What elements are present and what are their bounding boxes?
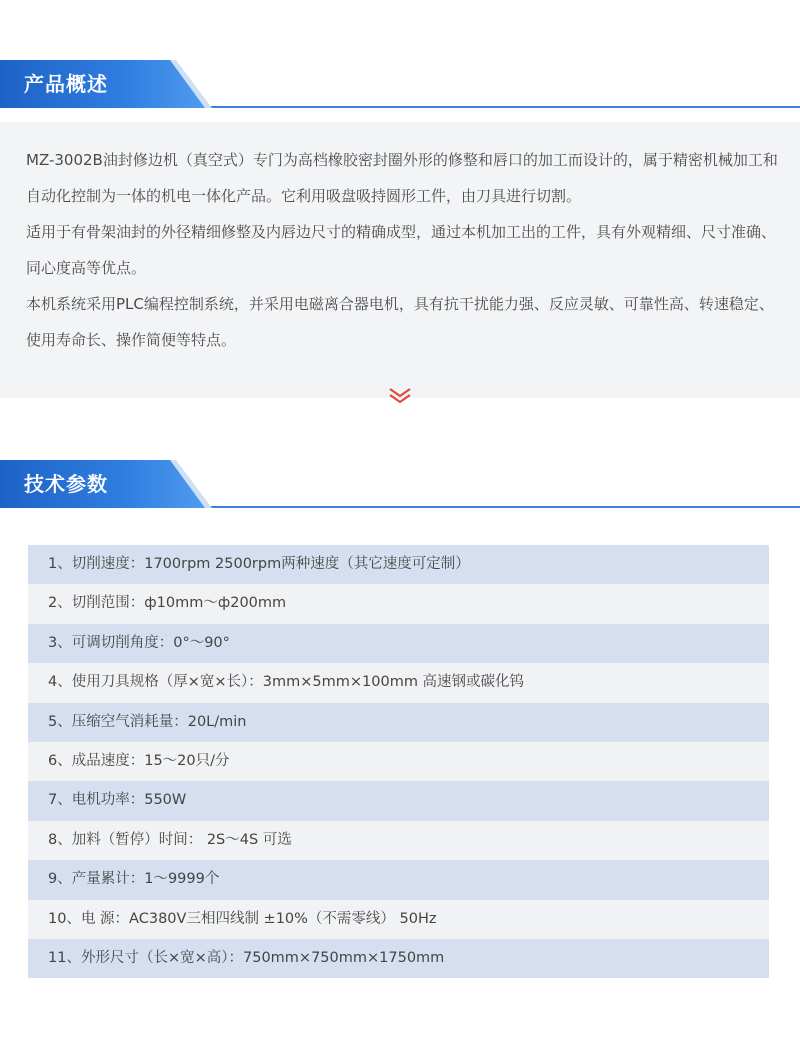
param-row: 11、外形尺寸（长×宽×高）：750mm×750mm×1750mm bbox=[28, 939, 769, 978]
overview-paragraph-2: 适用于有骨架油封的外径精细修整及内唇边尺寸的精确成型，通过本机加工出的工件，具有外观精细、尺寸准确、同心度高等优点。 bbox=[26, 223, 777, 277]
overview-paragraph-3: 本机系统采用PLC编程控制系统，并采用电磁离合器电机，具有抗干扰能力强、反应灵敏、可靠性高、转速稳定、使用寿命长、操作简便等特点。 bbox=[26, 295, 774, 349]
section-header-params bbox=[0, 460, 800, 508]
param-row: 3、可调切削角度：0°～90° bbox=[28, 624, 769, 663]
section-title-params: 技术参数 bbox=[24, 472, 108, 496]
double-chevron-down-icon[interactable] bbox=[388, 386, 412, 406]
param-row: 2、切削范围：ф10mm～ф200mm bbox=[28, 584, 769, 623]
param-row: 5、压缩空气消耗量：20L/min bbox=[28, 703, 769, 742]
overview-paragraph-1: MZ-3002B油封修边机（真空式）专门为高档橡胶密封圈外形的修整和唇口的加工而设计的，属于精密机械加工和自动化控制为一体的机电一体化产品。它利用吸盘吸持圆形工件，由刀具进行切割。 bbox=[26, 151, 778, 205]
section-header-overview bbox=[0, 60, 800, 108]
params-table bbox=[28, 545, 769, 978]
param-row: 7、电机功率：550W bbox=[28, 781, 769, 820]
param-row: 9、产量累计：1～9999个 bbox=[28, 860, 769, 899]
overview-text bbox=[26, 142, 778, 358]
param-row: 6、成品速度：15～20只/分 bbox=[28, 742, 769, 781]
param-row: 1、切削速度：1700rpm 2500rpm两种速度（其它速度可定制） bbox=[28, 545, 769, 584]
param-row: 8、加料（暂停）时间： 2S～4S 可选 bbox=[28, 821, 769, 860]
overview-panel bbox=[0, 122, 800, 398]
section-title-overview: 产品概述 bbox=[24, 72, 108, 96]
param-row: 10、电 源：AC380V三相四线制 ±10%（不需零线） 50Hz bbox=[28, 900, 769, 939]
param-row: 4、使用刀具规格（厚×宽×长）：3mm×5mm×100mm 高速钢或碳化钨 bbox=[28, 663, 769, 702]
